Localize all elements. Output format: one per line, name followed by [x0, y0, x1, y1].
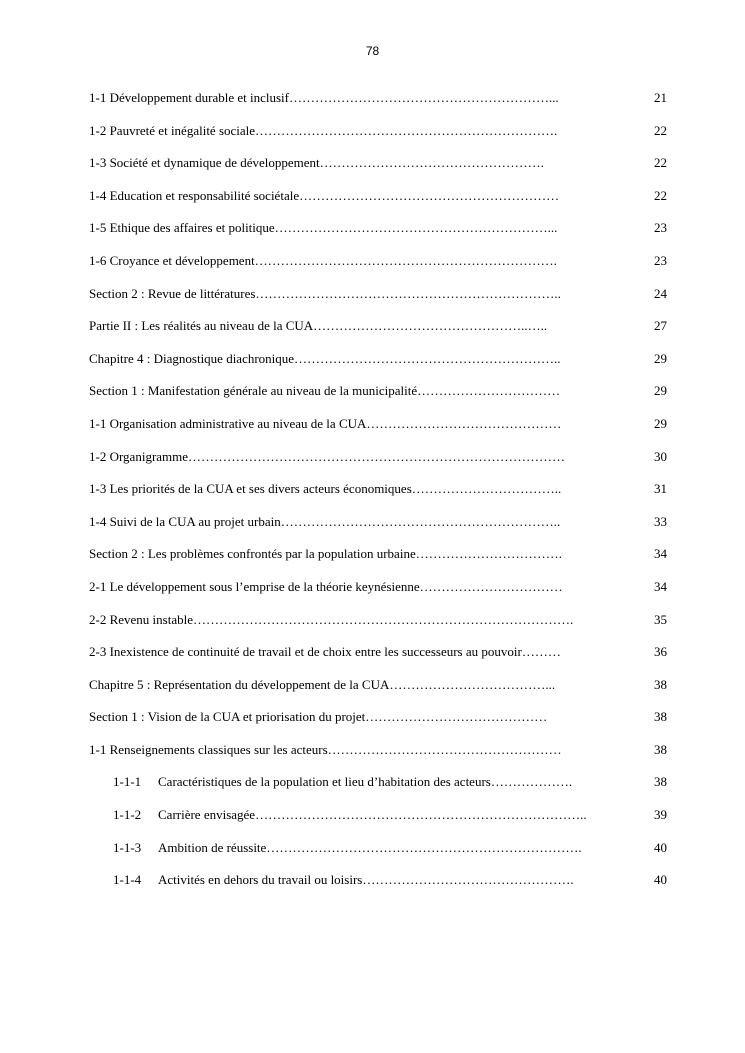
toc-entry-1-6[interactable]	[89, 251, 667, 284]
toc-entry-page: 40	[654, 872, 667, 888]
toc-entry-page: 30	[654, 448, 667, 464]
toc-entry-page: 21	[654, 90, 667, 105]
toc-entry-label: 1-2 Organigramme……………………………………………………………………………	[89, 448, 566, 464]
toc-entry-label: 1-4 Education et responsabilité sociétale……………………………………………………	[89, 187, 560, 203]
toc-entry-chapitre-5[interactable]	[89, 675, 667, 708]
toc-entry-label: Section 1 : Vision de la CUA et priorisation du projet……………………………………	[89, 709, 548, 725]
toc-entry-section-1[interactable]	[89, 381, 667, 414]
toc-entry-page: 27	[654, 318, 667, 334]
toc-entry-page: 35	[654, 611, 667, 627]
toc-entry-1-1[interactable]	[89, 88, 667, 121]
toc-entry-1-2[interactable]	[89, 121, 667, 154]
toc-entry-section-2-problemes[interactable]	[89, 544, 667, 577]
toc-entry-page: 23	[654, 252, 667, 268]
toc-entry-label: 2-2 Revenu instable…………………………………………………………………………….	[89, 611, 574, 627]
toc-entry-page: 23	[654, 220, 667, 236]
toc-entry-1-3-priorites[interactable]	[89, 479, 667, 512]
toc-sub-entry-text	[113, 838, 637, 857]
toc-sub-entry-1-1-3[interactable]	[89, 838, 667, 871]
toc-entry-label: 1-1 Développement durable et inclusif……………………………………………………...	[89, 90, 559, 105]
toc-sub-entry-label: Ambition de réussite……………………………………………………………….	[158, 839, 582, 855]
toc-entry-label: 1-4 Suivi de la CUA au projet urbain………………………………………………………..	[89, 513, 561, 529]
toc-entry-section-1-vision[interactable]	[89, 707, 667, 740]
toc-sub-entry-number: 1-1-4	[113, 872, 142, 888]
toc-entry-page: 38	[654, 741, 667, 757]
toc-entry-1-4[interactable]	[89, 186, 667, 219]
toc-sub-entry-1-1-1[interactable]	[89, 772, 667, 805]
toc-entry-label: 1-3 Société et dynamique de développement…………………………………………….	[89, 155, 544, 171]
toc-entry-label: Partie II : Les réalités au niveau de la CUA…………………………………………..…..	[89, 318, 548, 334]
toc-entry-section-2[interactable]	[89, 284, 667, 317]
toc-sub-entry-number: 1-1-2	[113, 807, 142, 823]
toc-entry-page: 39	[654, 807, 667, 823]
toc-entry-page: 36	[654, 644, 667, 660]
toc-sub-entry-number: 1-1-3	[113, 839, 142, 855]
toc-sub-entry-text	[113, 870, 637, 889]
toc-entry-label: Section 2 : Les problèmes confrontés par la population urbaine…………………………….	[89, 546, 562, 562]
toc-entry-label: Section 1 : Manifestation générale au niveau de la municipalité……………………………	[89, 383, 561, 399]
toc-sub-entry-text	[113, 772, 637, 791]
toc-entry-2-3[interactable]	[89, 642, 667, 675]
toc-entry-1-1-organisation[interactable]	[89, 414, 667, 447]
toc-entry-page: 22	[654, 122, 667, 138]
toc-entry-label: 1-2 Pauvreté et inégalité sociale…………………………………………………………….	[89, 122, 558, 138]
page-number: 78	[365, 44, 380, 58]
toc-entry-label: 1-5 Ethique des affaires et politique………………………………………………………...	[89, 220, 558, 236]
table-of-contents	[89, 88, 667, 903]
toc-entry-1-4-suivi[interactable]	[89, 512, 667, 545]
toc-entry-page: 31	[654, 481, 667, 497]
toc-entry-label: Chapitre 5 : Représentation du développement de la CUA………………………………...	[89, 676, 556, 692]
toc-entry-page: 38	[654, 774, 667, 790]
toc-entry-label: 2-1 Le développement sous l’emprise de la théorie keynésienne……………………………	[89, 578, 563, 594]
toc-sub-entry-1-1-2[interactable]	[89, 805, 667, 838]
toc-entry-chapitre-4[interactable]	[89, 349, 667, 382]
toc-entry-label: 1-1 Organisation administrative au niveau de la CUA………………………………………	[89, 415, 562, 431]
toc-entry-page: 22	[654, 187, 667, 203]
toc-entry-label: 2-3 Inexistence de continuité de travail et de choix entre les successeurs au pouvoir………	[89, 644, 561, 660]
toc-sub-entry-text	[113, 805, 637, 824]
toc-entry-label: 1-6 Croyance et développement…………………………………………………………….	[89, 252, 557, 268]
toc-entry-2-2[interactable]	[89, 610, 667, 643]
toc-entry-1-3[interactable]	[89, 153, 667, 186]
toc-sub-entry-1-1-4[interactable]	[89, 870, 667, 903]
toc-entry-label: Section 2 : Revue de littératures……………………………………………………………..	[89, 285, 561, 301]
toc-entry-2-1[interactable]	[89, 577, 667, 610]
toc-entry-label: Chapitre 4 : Diagnostique diachronique……………………………………………………..	[89, 350, 561, 366]
toc-entry-page: 40	[654, 839, 667, 855]
toc-entry-label: 1-3 Les priorités de la CUA et ses divers acteurs économiques……………………………..	[89, 481, 562, 497]
toc-entry-page: 34	[654, 578, 667, 594]
toc-entry-page: 34	[654, 546, 667, 562]
toc-sub-entry-number: 1-1-1	[113, 774, 142, 790]
toc-entry-label: 1-1 Renseignements classiques sur les acteurs………………………………………………	[89, 741, 562, 757]
toc-entry-page: 22	[654, 155, 667, 171]
toc-entry-page: 29	[654, 383, 667, 399]
toc-entry-1-5[interactable]	[89, 218, 667, 251]
toc-entry-page: 29	[654, 415, 667, 431]
toc-sub-entry-label: Carrière envisagée…………………………………………………………………..	[158, 807, 587, 823]
toc-sub-entry-label: Activités en dehors du travail ou loisirs………………………………………….	[158, 872, 574, 888]
toc-entry-page: 38	[654, 676, 667, 692]
toc-sub-entry-label: Caractéristiques de la population et lieu d’habitation des acteurs……………….	[158, 774, 573, 790]
toc-entry-page: 29	[654, 350, 667, 366]
toc-entry-1-2-organigramme[interactable]	[89, 447, 667, 480]
toc-entry-page: 33	[654, 513, 667, 529]
toc-entry-page: 38	[654, 709, 667, 725]
toc-entry-page: 24	[654, 285, 667, 301]
toc-entry-partie-2[interactable]	[89, 316, 667, 349]
toc-entry-1-1-renseignements[interactable]	[89, 740, 667, 773]
